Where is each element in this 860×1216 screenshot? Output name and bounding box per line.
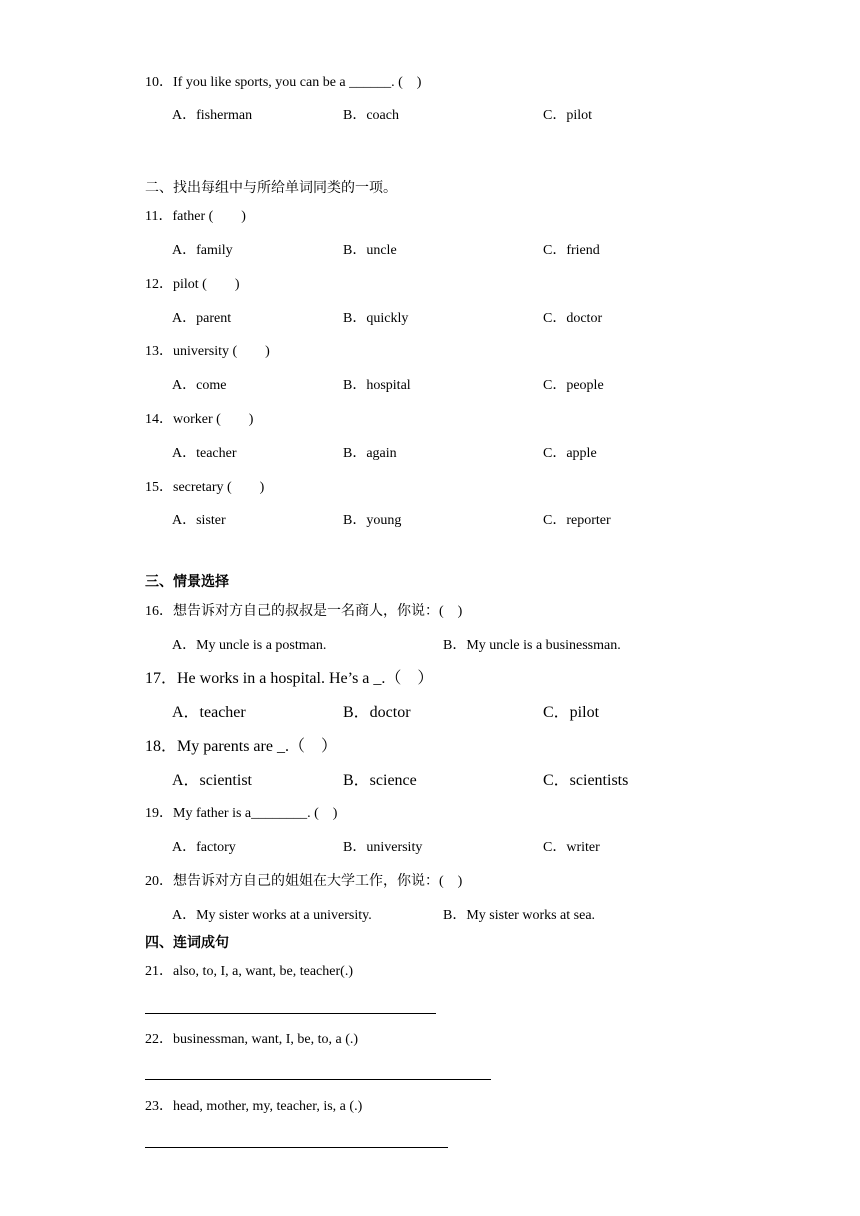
q19-option-b: B．university — [343, 840, 423, 855]
q21-answer-line[interactable] — [145, 1013, 436, 1014]
q10-option-a: A．fisherman — [172, 108, 253, 123]
q12-option-a: A．parent — [172, 311, 232, 326]
section-4-title: 四、连词成句 — [145, 936, 229, 951]
question-21: 21．also, to, I, a, want, be, teacher(.) — [145, 964, 353, 979]
q15-option-c: C．reporter — [543, 513, 611, 528]
question-11: 11．father ( ) — [145, 209, 246, 224]
q20-option-b: B．My sister works at sea. — [443, 908, 596, 923]
q16-option-a: A．My uncle is a postman. — [172, 638, 327, 653]
q14-option-b: B．again — [343, 446, 397, 461]
question-15: 15．secretary ( ) — [145, 480, 265, 495]
question-14: 14．worker ( ) — [145, 412, 254, 427]
q18-option-c: C．scientists — [543, 772, 629, 789]
question-17: 17．He works in a hospital. He’s a _.（ ） — [145, 670, 434, 687]
q20-option-a: A．My sister works at a university. — [172, 908, 372, 923]
section-2-title: 二、找出每组中与所给单词同类的一项。 — [145, 181, 397, 196]
q12-option-b: B．quickly — [343, 311, 409, 326]
q15-option-b: B．young — [343, 513, 402, 528]
q17-option-c: C．pilot — [543, 704, 600, 721]
q13-option-a: A．come — [172, 378, 227, 393]
q13-option-c: C．people — [543, 378, 604, 393]
question-16: 16．想告诉对方自己的叔叔是一名商人，你说：( ) — [145, 604, 463, 619]
question-22: 22．businessman, want, I, be, to, a (.) — [145, 1032, 359, 1047]
q14-option-a: A．teacher — [172, 446, 237, 461]
q19-option-a: A．factory — [172, 840, 236, 855]
q14-option-c: C．apple — [543, 446, 597, 461]
q18-option-a: A．scientist — [172, 772, 252, 789]
q17-option-a: A．teacher — [172, 704, 246, 721]
q16-option-b: B．My uncle is a businessman. — [443, 638, 621, 653]
question-18: 18．My parents are _.（ ） — [145, 738, 337, 755]
q11-option-b: B．uncle — [343, 243, 397, 258]
q22-answer-line[interactable] — [145, 1079, 491, 1080]
q12-option-c: C．doctor — [543, 311, 603, 326]
question-23: 23．head, mother, my, teacher, is, a (.) — [145, 1099, 363, 1114]
q18-option-b: B．science — [343, 772, 417, 789]
q15-option-a: A．sister — [172, 513, 226, 528]
q13-option-b: B．hospital — [343, 378, 411, 393]
q10-option-b: B．coach — [343, 108, 399, 123]
q11-option-c: C．friend — [543, 243, 600, 258]
question-19: 19．My father is a________. ( ) — [145, 806, 338, 821]
question-10: 10．If you like sports, you can be a ______. ( ) — [145, 75, 422, 90]
q10-option-c: C．pilot — [543, 108, 593, 123]
q19-option-c: C．writer — [543, 840, 600, 855]
question-12: 12．pilot ( ) — [145, 277, 240, 292]
q17-option-b: B．doctor — [343, 704, 411, 721]
question-13: 13．university ( ) — [145, 344, 270, 359]
q23-answer-line[interactable] — [145, 1147, 448, 1148]
q11-option-a: A．family — [172, 243, 233, 258]
section-3-title: 三、情景选择 — [145, 575, 229, 590]
question-20: 20．想告诉对方自己的姐姐在大学工作，你说：( ) — [145, 874, 463, 889]
